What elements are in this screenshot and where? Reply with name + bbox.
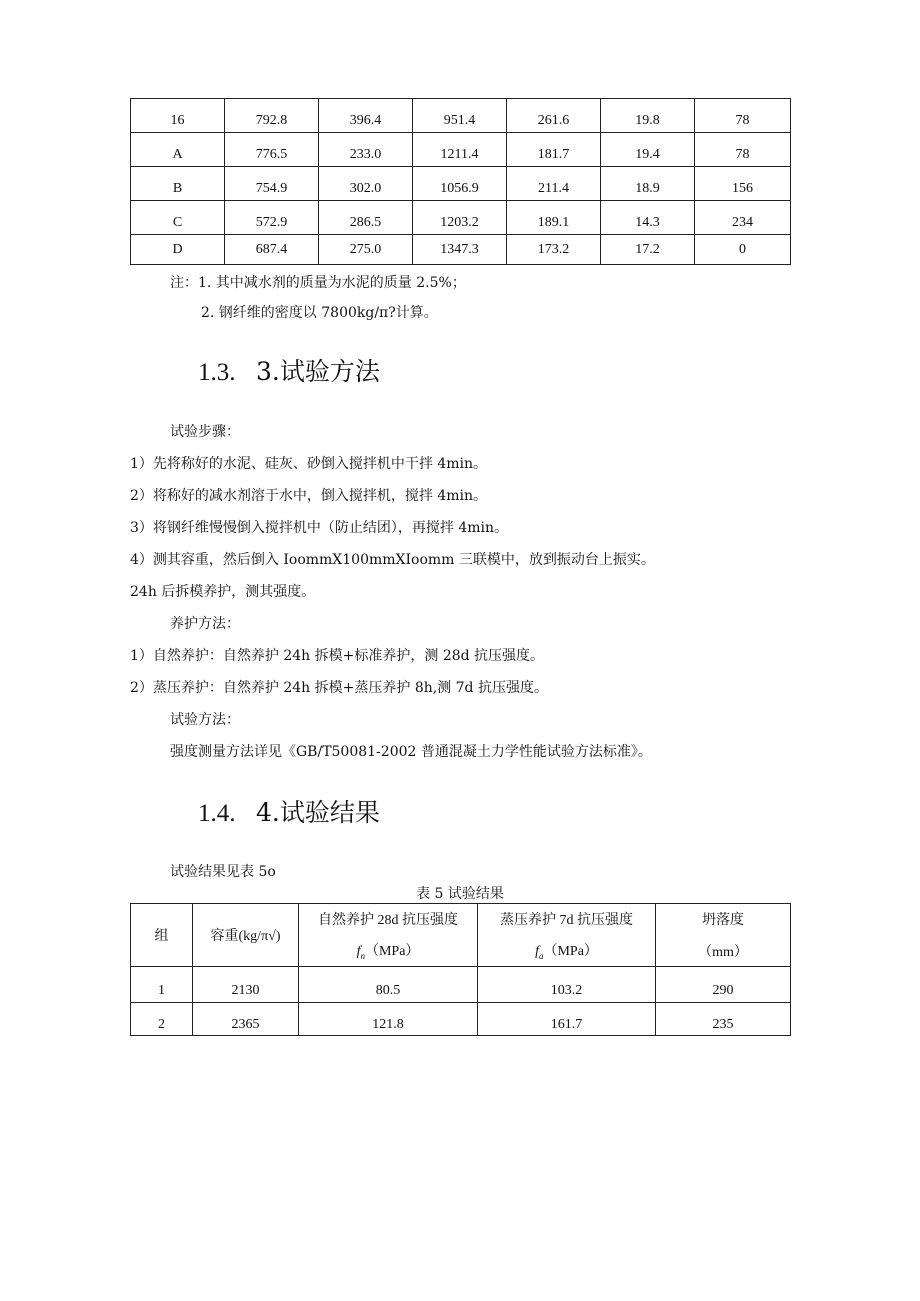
- step-1: 1）先将称好的水泥、硅灰、砂倒入搅拌机中干拌 4min。: [130, 456, 488, 472]
- table-cell: 121.8: [299, 1003, 478, 1036]
- steps-label: 试验步骤：: [170, 424, 240, 440]
- table-cell: C: [131, 201, 225, 235]
- section-title: 4.试验结果: [256, 798, 380, 827]
- step-4: 4）测其容重，然后倒入 IoommX100mmXIoomm 三联模中，放到振动台上振实。: [130, 552, 655, 568]
- table-cell: 290: [656, 967, 791, 1003]
- header-natural-line1: 自然养护 28d 抗压强度: [318, 913, 458, 928]
- symbol-f: f: [535, 944, 539, 960]
- table-cell: 2365: [193, 1003, 299, 1036]
- header-steam-strength: [478, 904, 656, 967]
- table-cell: 235: [656, 1003, 791, 1036]
- table-cell: 0: [695, 235, 791, 265]
- table-cell: 2130: [193, 967, 299, 1003]
- header-natural-unit-line: [299, 940, 477, 961]
- step-3: 3）将钢纤维慢慢倒入搅拌机中（防止结团），再搅拌 4min。: [130, 520, 509, 536]
- table-cell: 286.5: [319, 201, 413, 235]
- table-cell: 1056.9: [413, 167, 507, 201]
- section-title: 3.试验方法: [256, 357, 380, 386]
- table-cell: 687.4: [225, 235, 319, 265]
- table-cell: 2: [131, 1003, 193, 1036]
- step-2: 2）将称好的减水剂溶于水中，倒入搅拌机，搅拌 4min。: [130, 488, 488, 504]
- table-cell: 103.2: [478, 967, 656, 1003]
- test-method-label: 试验方法：: [170, 712, 240, 728]
- table-cell: 792.8: [225, 99, 319, 133]
- table-cell: 572.9: [225, 201, 319, 235]
- table-cell: 1203.2: [413, 201, 507, 235]
- step-4-continued: 24h 后拆模养护，测其强度。: [130, 584, 316, 600]
- test-method-text: 强度测量方法详见《GB/T50081-2002 普通混凝土力学性能试验方法标准》。: [170, 744, 652, 760]
- table-cell: 80.5: [299, 967, 478, 1003]
- table-cell: 19.4: [601, 133, 695, 167]
- table-note-1: 注：1. 其中减水剂的质量为水泥的质量 2.5%；: [170, 275, 466, 291]
- table-row: [131, 967, 791, 1003]
- table-cell: 19.8: [601, 99, 695, 133]
- results-intro: 试验结果见表 5o: [170, 864, 276, 880]
- table-cell: 261.6: [507, 99, 601, 133]
- table-cell: 1347.3: [413, 235, 507, 265]
- header-slump: [656, 904, 791, 967]
- table-cell: A: [131, 133, 225, 167]
- unit: （MPa）: [364, 944, 420, 960]
- symbol-f: f: [356, 944, 361, 960]
- table-cell: 1211.4: [413, 133, 507, 167]
- header-slump-line1: 坍落度: [702, 913, 744, 928]
- table-row: [131, 1003, 791, 1036]
- results-table: [130, 903, 791, 1036]
- table-row: [131, 235, 791, 265]
- curing-1: 1）自然养护：自然养护 24h 拆模+标准养护，测 28d 抗压强度。: [130, 648, 545, 664]
- table-cell: 17.2: [601, 235, 695, 265]
- header-group: 组: [131, 904, 193, 967]
- table-cell: 16: [131, 99, 225, 133]
- header-natural-strength: [299, 904, 478, 967]
- header-slump-unit: （mm）: [698, 945, 748, 960]
- table-cell: 156: [695, 167, 791, 201]
- section-heading-1-3: [198, 352, 380, 388]
- mix-proportion-table: [130, 98, 791, 265]
- table-row: [131, 133, 791, 167]
- table-cell: 234: [695, 201, 791, 235]
- header-steam-line1: 蒸压养护 7d 抗压强度: [500, 913, 633, 928]
- table-cell: 189.1: [507, 201, 601, 235]
- curing-label: 养护方法：: [170, 616, 240, 632]
- table-cell: 161.7: [478, 1003, 656, 1036]
- table-cell: 78: [695, 99, 791, 133]
- table-cell: D: [131, 235, 225, 265]
- table-row: [131, 99, 791, 133]
- table-cell: B: [131, 167, 225, 201]
- header-density: 容重(kg/π√): [193, 904, 299, 967]
- symbol-subscript: a: [538, 951, 544, 961]
- unit: （MPa）: [543, 944, 598, 960]
- table-cell: 18.9: [601, 167, 695, 201]
- section-heading-1-4: [198, 793, 380, 829]
- table-cell: 14.3: [601, 201, 695, 235]
- table-caption: 表 5 试验结果: [416, 886, 504, 902]
- table-note-2: 2. 钢纤维的密度以 7800kg/π?计算。: [201, 305, 438, 321]
- section-number: 1.3.: [198, 359, 236, 386]
- table-cell: 776.5: [225, 133, 319, 167]
- symbol-subscript: n: [360, 951, 365, 961]
- table-row: [131, 167, 791, 201]
- table-cell: 275.0: [319, 235, 413, 265]
- table-cell: 951.4: [413, 99, 507, 133]
- table-cell: 173.2: [507, 235, 601, 265]
- table-cell: 754.9: [225, 167, 319, 201]
- table-cell: 1: [131, 967, 193, 1003]
- curing-2: 2）蒸压养护：自然养护 24h 拆模+蒸压养护 8h,测 7d 抗压强度。: [130, 680, 548, 696]
- section-number: 1.4.: [198, 800, 236, 827]
- table-row: [131, 201, 791, 235]
- table-header-row: [131, 904, 791, 967]
- table-cell: 396.4: [319, 99, 413, 133]
- header-steam-unit-line: [478, 940, 655, 961]
- table-cell: 302.0: [319, 167, 413, 201]
- table-cell: 181.7: [507, 133, 601, 167]
- table-cell: 233.0: [319, 133, 413, 167]
- table-cell: 211.4: [507, 167, 601, 201]
- table-cell: 78: [695, 133, 791, 167]
